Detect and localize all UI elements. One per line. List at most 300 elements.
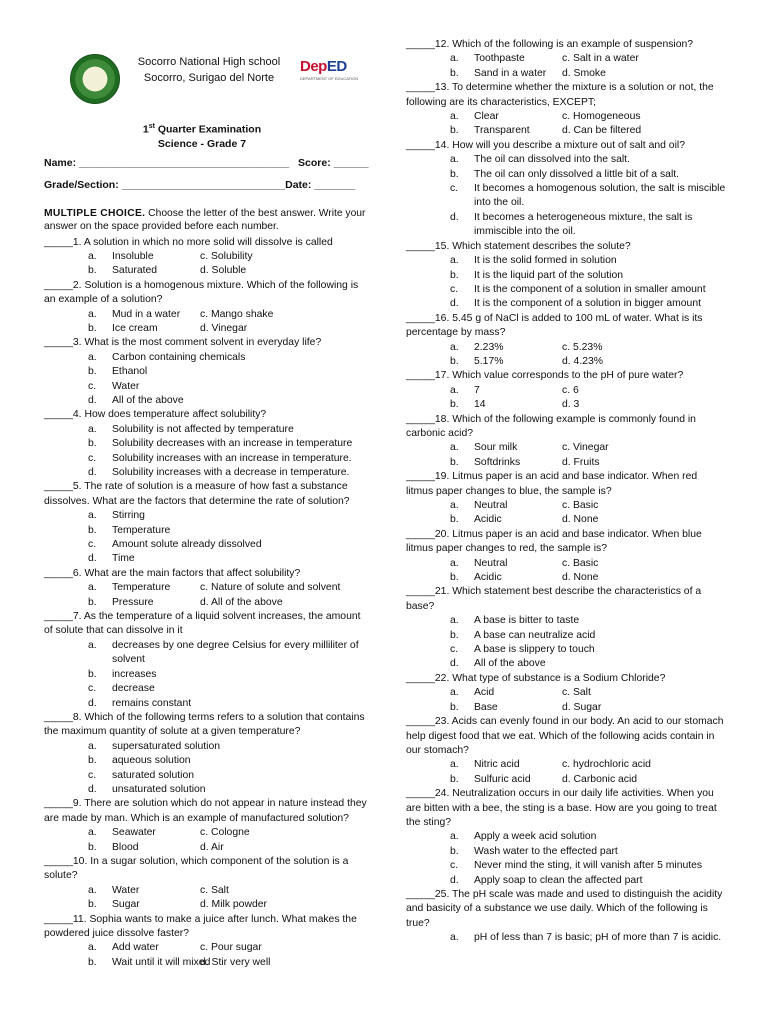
option-row bbox=[44, 769, 372, 783]
option-letter: b. bbox=[88, 899, 97, 911]
option-right: c. Solubility bbox=[200, 250, 253, 262]
options-grid bbox=[44, 941, 372, 970]
question-stem[interactable]: _____3. What is the most comment solvent in everyday life? bbox=[44, 337, 322, 349]
option-right: c. Homogeneous bbox=[562, 111, 641, 123]
option-letter: a. bbox=[450, 154, 459, 166]
questions-left bbox=[44, 236, 372, 971]
instructions bbox=[44, 207, 372, 233]
option-row bbox=[450, 571, 726, 585]
option-letter: a. bbox=[88, 827, 97, 839]
option-text: Mud in a water bbox=[112, 308, 181, 320]
grade-section-field[interactable]: Grade/Section: ____________________________ bbox=[44, 178, 286, 191]
option-right: d. None bbox=[562, 572, 599, 584]
option-letter: a. bbox=[88, 308, 97, 320]
option-letter: c. bbox=[88, 452, 97, 464]
option-text: Solubility increases with a decrease in temperature. bbox=[112, 467, 350, 478]
option-letter: b. bbox=[88, 524, 97, 536]
options-grid bbox=[44, 581, 372, 610]
option-text: It becomes a homogenous solution, the salt is miscible into the oil. bbox=[474, 183, 726, 209]
option-left bbox=[450, 341, 562, 355]
question bbox=[406, 413, 726, 471]
option-right: c. Vinegar bbox=[562, 442, 609, 454]
option-right: d. 4.23% bbox=[562, 355, 604, 367]
question-stem[interactable]: _____7. As the temperature of a liquid solvent increases, the amount of solute that can dissolve in it bbox=[44, 611, 361, 637]
question bbox=[44, 480, 372, 566]
option-letter: a. bbox=[88, 942, 97, 954]
option-letter: b. bbox=[88, 438, 97, 450]
option-text: Temperature bbox=[112, 582, 171, 594]
options-grid bbox=[44, 826, 372, 855]
option-row bbox=[44, 437, 372, 451]
question bbox=[406, 672, 726, 715]
question bbox=[44, 855, 372, 913]
options-grid bbox=[44, 308, 372, 337]
option-text: aqueous solution bbox=[112, 755, 191, 767]
option-text: Time bbox=[112, 553, 135, 565]
option-text: All of the above bbox=[112, 394, 184, 406]
option-left bbox=[450, 456, 562, 470]
option-text: Saturated bbox=[112, 265, 158, 277]
option-left bbox=[88, 250, 200, 264]
option-left bbox=[88, 841, 200, 855]
question bbox=[406, 369, 726, 412]
option-text: increases bbox=[112, 668, 157, 680]
option-text: A base is slippery to touch bbox=[474, 644, 595, 656]
option-right: c. Pour sugar bbox=[200, 942, 262, 954]
option-text: Base bbox=[474, 701, 498, 713]
question-stem[interactable]: _____17. Which value corresponds to the pH of pure water? bbox=[406, 370, 684, 382]
option-letter: b. bbox=[450, 67, 459, 79]
option-letter: b. bbox=[450, 514, 459, 526]
question bbox=[44, 711, 372, 797]
question bbox=[406, 240, 726, 312]
option-letter: c. bbox=[88, 683, 97, 695]
option-letter: a. bbox=[88, 582, 97, 594]
option-text: All of the above bbox=[474, 658, 546, 670]
question-stem[interactable]: _____20. Litmus paper is an acid and base indicator. When blue litmus paper changes to red, the sample is? bbox=[406, 528, 702, 555]
option-row bbox=[44, 466, 372, 480]
option-letter: a. bbox=[88, 250, 97, 262]
option-row bbox=[450, 67, 726, 81]
option-right: d. Soluble bbox=[200, 265, 247, 277]
option-letter: b. bbox=[450, 845, 459, 857]
question bbox=[406, 470, 726, 528]
option-left bbox=[450, 398, 562, 412]
option-letter: d. bbox=[450, 874, 459, 886]
options-grid bbox=[44, 884, 372, 913]
option-letter: d. bbox=[88, 467, 97, 478]
option-right: d. Sugar bbox=[562, 701, 602, 713]
option-text: It is the component of a solution in smaller amount bbox=[474, 283, 706, 295]
question bbox=[44, 567, 372, 610]
option-row bbox=[88, 264, 372, 278]
option-row bbox=[88, 898, 372, 912]
option-letter: b. bbox=[450, 125, 459, 137]
option-row bbox=[44, 682, 372, 696]
option-left bbox=[88, 264, 200, 278]
option-row bbox=[88, 308, 372, 322]
option-letter: a. bbox=[450, 831, 459, 843]
option-letter: a. bbox=[450, 111, 459, 123]
question bbox=[406, 81, 726, 139]
question bbox=[406, 38, 726, 81]
question-stem[interactable]: _____22. What type of substance is a Sodium Chloride? bbox=[406, 672, 666, 684]
option-text: unsaturated solution bbox=[112, 783, 206, 795]
option-letter: b. bbox=[450, 456, 459, 468]
question bbox=[406, 715, 726, 787]
option-right: d. Carbonic acid bbox=[562, 773, 638, 785]
option-letter: c. bbox=[450, 183, 459, 195]
option-row bbox=[44, 423, 372, 437]
question-stem[interactable]: _____19. Litmus paper is an acid and base indicator. When red litmus paper changes to blue, the sample is? bbox=[406, 471, 698, 497]
option-letter: b. bbox=[450, 629, 459, 641]
option-letter: b. bbox=[88, 596, 97, 608]
option-left bbox=[450, 571, 562, 585]
option-right: c. Salt in a water bbox=[562, 53, 639, 65]
option-text: Ethanol bbox=[112, 366, 148, 378]
question-stem[interactable]: _____21. Which statement best describe the characteristics of a base? bbox=[406, 586, 702, 612]
exam-title: 1st Quarter Examination bbox=[142, 123, 262, 136]
deped-logo-subtext: DEPARTMENT OF EDUCATION bbox=[300, 76, 359, 81]
question-stem[interactable]: _____14. How will you describe a mixture out of salt and oil? bbox=[406, 139, 685, 151]
option-row bbox=[44, 351, 372, 365]
options-grid bbox=[406, 441, 726, 470]
options-grid bbox=[406, 341, 726, 370]
option-letter: d. bbox=[88, 553, 97, 565]
option-row bbox=[406, 211, 726, 240]
option-row bbox=[44, 783, 372, 797]
option-text: 2.23% bbox=[474, 341, 504, 353]
option-letter: b. bbox=[450, 701, 459, 713]
question-stem[interactable]: _____16. 5.45 g of NaCl is added to 100 mL of water. What is its percentage by mass? bbox=[406, 312, 703, 339]
option-text: Seawater bbox=[112, 827, 156, 839]
option-row bbox=[44, 668, 372, 682]
option-letter: a. bbox=[88, 740, 97, 752]
option-left bbox=[88, 941, 200, 955]
option-row bbox=[450, 686, 726, 700]
option-letter: a. bbox=[88, 884, 97, 896]
option-letter: d. bbox=[450, 298, 459, 310]
option-row bbox=[44, 509, 372, 523]
question bbox=[44, 913, 372, 971]
option-letter: a. bbox=[450, 341, 459, 353]
option-text: Neutral bbox=[474, 500, 508, 511]
option-left bbox=[88, 596, 200, 610]
option-text: The oil can only dissolved a little bit of a salt. bbox=[474, 168, 680, 180]
question bbox=[44, 236, 372, 279]
option-letter: b. bbox=[88, 322, 97, 334]
option-left bbox=[450, 773, 562, 787]
option-letter: a. bbox=[450, 53, 459, 65]
option-text: Neutral bbox=[474, 557, 508, 569]
option-left bbox=[450, 513, 562, 527]
option-left bbox=[88, 898, 200, 912]
option-row bbox=[406, 859, 726, 873]
option-letter: a. bbox=[450, 557, 459, 569]
option-row bbox=[450, 398, 726, 412]
options-grid bbox=[406, 52, 726, 81]
option-letter: c. bbox=[88, 539, 97, 551]
option-text: pH of less than 7 is basic; pH of more than 7 is acidic. bbox=[474, 932, 722, 944]
question bbox=[406, 528, 726, 586]
option-letter: c. bbox=[88, 380, 97, 392]
question bbox=[406, 787, 726, 888]
deped-logo-icon: DepED bbox=[300, 58, 347, 75]
school-name: Socorro National High school bbox=[137, 56, 281, 68]
question-stem[interactable]: _____5. The rate of solution is a measure of how fast a substance dissolves. What are the factors that determine the rate of solution? bbox=[44, 481, 350, 507]
question-stem[interactable]: _____18. Which of the following example is commonly found in carbonic acid? bbox=[406, 413, 696, 439]
option-letter: b. bbox=[450, 269, 459, 281]
option-letter: c. bbox=[450, 644, 459, 656]
option-text: 14 bbox=[474, 399, 486, 411]
option-right: c. Salt bbox=[200, 884, 229, 896]
option-letter: b. bbox=[450, 572, 459, 584]
option-left bbox=[450, 124, 562, 138]
option-text: Transparent bbox=[474, 125, 530, 137]
option-right: c. Basic bbox=[562, 557, 599, 569]
question bbox=[44, 279, 372, 337]
question-stem[interactable]: _____11. Sophia wants to make a juice after lunch. What makes the powdered juice dissolve faster? bbox=[44, 913, 357, 939]
option-letter: a. bbox=[450, 384, 459, 396]
question bbox=[406, 139, 726, 240]
option-row bbox=[406, 830, 726, 844]
options-grid bbox=[406, 557, 726, 586]
option-text: Nitric acid bbox=[474, 759, 520, 771]
question-stem[interactable]: _____10. In a sugar solution, which component of the solution is a solute? bbox=[44, 855, 349, 882]
options-grid bbox=[44, 250, 372, 279]
option-left bbox=[450, 441, 562, 455]
option-text: It is the liquid part of the solution bbox=[474, 269, 624, 281]
option-text: Apply a week acid solution bbox=[474, 831, 597, 843]
question bbox=[44, 610, 372, 711]
option-row bbox=[88, 322, 372, 336]
option-letter: d. bbox=[88, 697, 97, 709]
option-letter: b. bbox=[450, 399, 459, 411]
option-left bbox=[88, 826, 200, 840]
option-text: The oil can dissolved into the salt. bbox=[474, 154, 630, 166]
question-stem[interactable]: _____13. To determine whether the mixture is a solution or not, the following are its characteristics, EXCEPT; bbox=[406, 82, 714, 108]
option-text: Sour milk bbox=[474, 442, 518, 454]
option-letter: d. bbox=[88, 783, 97, 795]
option-left bbox=[88, 322, 200, 336]
option-right: c. hydrochloric acid bbox=[562, 759, 651, 771]
option-row bbox=[450, 110, 726, 124]
score-field[interactable]: Score: ______ bbox=[298, 156, 369, 169]
exam-header bbox=[44, 50, 372, 120]
student-fields bbox=[44, 157, 372, 201]
option-right: c. Mango shake bbox=[200, 308, 274, 320]
left-column bbox=[44, 50, 372, 970]
option-text: Wash water to the effected part bbox=[474, 845, 618, 857]
exam-subtitle: Science - Grade 7 bbox=[157, 137, 247, 150]
date-field[interactable]: Date: ____ bbox=[285, 178, 338, 191]
question-stem[interactable]: _____4. How does temperature affect solubility? bbox=[44, 409, 267, 421]
option-left bbox=[450, 557, 562, 571]
option-text: Acidic bbox=[474, 514, 502, 526]
option-letter: a. bbox=[450, 500, 459, 511]
question-stem[interactable]: _____2. Solution is a homogenous mixture. Which of the following is an example of a solution? bbox=[44, 279, 359, 306]
option-text: 5.17% bbox=[474, 355, 504, 367]
option-letter: a. bbox=[450, 615, 459, 627]
question-stem[interactable]: _____12. Which of the following is an example of suspension? bbox=[406, 39, 694, 50]
option-text: Blood bbox=[112, 841, 139, 853]
option-row bbox=[406, 931, 726, 945]
instructions-heading: MULTIPLE CHOICE. bbox=[44, 207, 146, 219]
option-text: Acid bbox=[474, 687, 495, 699]
option-row bbox=[450, 758, 726, 772]
option-text: Insoluble bbox=[112, 250, 154, 262]
option-letter: a. bbox=[450, 687, 459, 699]
option-row bbox=[44, 394, 372, 408]
question bbox=[406, 888, 726, 946]
question-stem[interactable]: _____9. There are solution which do not appear in nature instead they are made by man. Which is an example of manufactured solution? bbox=[44, 798, 367, 824]
option-text: A base can neutralize acid bbox=[474, 629, 596, 641]
option-letter: a. bbox=[88, 351, 97, 363]
option-row bbox=[44, 365, 372, 379]
option-row bbox=[450, 513, 726, 527]
option-row bbox=[406, 874, 726, 888]
option-letter: a. bbox=[88, 639, 97, 651]
option-letter: b. bbox=[88, 841, 97, 853]
option-row bbox=[406, 283, 726, 297]
question-stem[interactable]: _____23. Acids can evenly found in our body. An acid to our stomach help digest food that we eat. Which of the following acids contain in our stomach? bbox=[406, 716, 724, 756]
option-letter: d. bbox=[450, 658, 459, 670]
option-text: Never mind the sting, it will vanish after 5 minutes bbox=[474, 860, 703, 872]
option-right: c. 6 bbox=[562, 384, 579, 396]
option-row bbox=[406, 845, 726, 859]
option-right: d. Milk powder bbox=[200, 899, 267, 911]
question-stem[interactable]: _____6. What are the main factors that affect solubility? bbox=[44, 567, 301, 579]
option-row bbox=[88, 884, 372, 898]
option-letter: b. bbox=[450, 355, 459, 367]
option-letter: b. bbox=[88, 755, 97, 767]
option-left bbox=[88, 308, 200, 322]
option-row bbox=[88, 581, 372, 595]
option-row bbox=[450, 124, 726, 138]
option-left bbox=[450, 686, 562, 700]
option-row bbox=[406, 168, 726, 182]
option-row bbox=[44, 552, 372, 566]
option-row bbox=[88, 941, 372, 955]
options-grid bbox=[406, 384, 726, 413]
option-letter: b. bbox=[88, 668, 97, 680]
option-row bbox=[44, 639, 372, 668]
option-left bbox=[450, 758, 562, 772]
question-stem[interactable]: _____15. Which statement describes the solute? bbox=[406, 240, 631, 252]
option-text: Toothpaste bbox=[474, 53, 525, 65]
options-grid bbox=[406, 499, 726, 528]
option-text: Ice cream bbox=[112, 322, 158, 334]
option-row bbox=[450, 384, 726, 398]
option-letter: c. bbox=[450, 860, 459, 872]
question-stem[interactable]: _____24. Neutralization occurs in our daily life activities. When you are bitten with a bee, the sting is a base. How are you going to treat the sting? bbox=[406, 788, 717, 828]
option-row bbox=[406, 657, 726, 671]
question bbox=[44, 336, 372, 408]
option-letter: b. bbox=[88, 956, 97, 968]
option-row bbox=[44, 740, 372, 754]
option-row bbox=[44, 380, 372, 394]
option-text: Solubility decreases with an increase in temperature bbox=[112, 438, 353, 450]
question-stem[interactable]: _____8. Which of the following terms refers to a solution that contains the maximum quantity of solute at a given temperature? bbox=[44, 711, 365, 738]
option-row bbox=[450, 52, 726, 66]
option-letter: b. bbox=[88, 265, 97, 277]
option-right: c. Basic bbox=[562, 500, 599, 511]
option-row bbox=[88, 956, 372, 970]
option-row bbox=[450, 773, 726, 787]
option-text: It is the component of a solution in bigger amount bbox=[474, 298, 702, 310]
question bbox=[44, 797, 372, 855]
option-row bbox=[88, 841, 372, 855]
option-right: c. Nature of solute and solvent bbox=[200, 582, 341, 594]
option-row bbox=[450, 557, 726, 571]
option-row bbox=[88, 250, 372, 264]
name-score-row bbox=[44, 157, 372, 179]
option-text: It becomes a heterogeneous mixture, the salt is immiscible into the oil. bbox=[474, 211, 693, 238]
option-letter: a. bbox=[450, 442, 459, 454]
option-row bbox=[450, 441, 726, 455]
option-text: Solubility is not affected by temperature bbox=[112, 423, 294, 435]
option-text: Pressure bbox=[112, 596, 154, 608]
option-row bbox=[406, 614, 726, 628]
option-row bbox=[406, 153, 726, 167]
question bbox=[406, 585, 726, 671]
option-letter: a. bbox=[88, 510, 97, 522]
option-letter: a. bbox=[450, 759, 459, 771]
option-left bbox=[88, 956, 211, 970]
options-grid bbox=[406, 758, 726, 787]
option-right: d. Stir very well bbox=[200, 956, 271, 968]
option-text: Wait until it will mixed bbox=[112, 956, 211, 968]
option-text: Carbon containing chemicals bbox=[112, 351, 246, 363]
option-text: Sand in a water bbox=[474, 67, 547, 79]
options-grid bbox=[406, 110, 726, 139]
option-letter: c. bbox=[88, 769, 97, 781]
option-left bbox=[450, 67, 562, 81]
option-left bbox=[450, 701, 562, 715]
school-info bbox=[124, 54, 294, 86]
option-row bbox=[44, 452, 372, 466]
option-letter: a. bbox=[88, 423, 97, 435]
option-right: d. All of the above bbox=[200, 596, 283, 608]
option-letter: b. bbox=[450, 773, 459, 785]
name-field[interactable]: Name: ____________________________________ bbox=[44, 156, 290, 169]
option-right: d. Vinegar bbox=[200, 322, 248, 334]
option-left bbox=[88, 581, 200, 595]
option-right: d. Air bbox=[200, 841, 224, 853]
option-text: decreases by one degree Celsius for every milliliter of solvent bbox=[112, 639, 359, 666]
option-letter: b. bbox=[450, 168, 459, 180]
option-text: 7 bbox=[474, 384, 480, 396]
question-stem[interactable]: _____25. The pH scale was made and used to distinguish the acidity and basicity of a substance we use daily. Which of the following is true? bbox=[406, 888, 723, 929]
option-row bbox=[406, 269, 726, 283]
option-row bbox=[406, 629, 726, 643]
instructions-text: Choose the letter of the best answer. Write your answer on the space provided before each number. bbox=[44, 207, 366, 232]
option-text: Temperature bbox=[112, 524, 171, 536]
option-left bbox=[450, 52, 562, 66]
option-text: Acidic bbox=[474, 572, 502, 584]
question bbox=[44, 408, 372, 480]
questions-right bbox=[406, 38, 726, 946]
question-stem[interactable]: _____1. A solution in which no more solid will dissolve is called bbox=[44, 236, 333, 248]
option-right: c. Salt bbox=[562, 687, 591, 699]
option-text: Solubility increases with an increase in temperature. bbox=[112, 452, 352, 464]
option-text: Softdrinks bbox=[474, 456, 521, 468]
option-row bbox=[44, 754, 372, 768]
school-seal-icon bbox=[70, 54, 120, 104]
right-column bbox=[406, 38, 726, 946]
option-right: d. 3 bbox=[562, 399, 580, 411]
option-left bbox=[450, 499, 562, 513]
